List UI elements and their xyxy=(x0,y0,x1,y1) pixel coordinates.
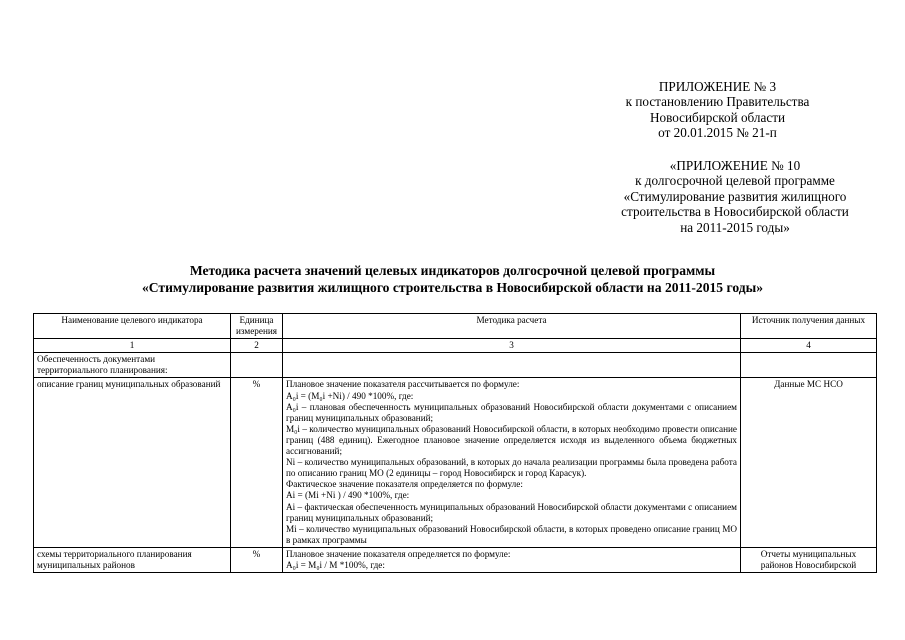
section-row xyxy=(34,353,877,378)
method-line: Плановое значение показателя рассчитывается по формуле: xyxy=(286,379,520,390)
column-number: 3 xyxy=(283,339,741,353)
source-cell: Отчеты муниципальных районов Новосибирской xyxy=(741,547,877,572)
appendix-line: от 20.01.2015 № 21-п xyxy=(658,125,777,141)
unit-cell: % xyxy=(231,547,283,572)
empty-cell xyxy=(741,353,877,378)
empty-cell xyxy=(231,353,283,378)
formula-line: Ai = (Mi +Ni ) / 490 *100%, где: xyxy=(286,490,410,501)
appendix-line: на 2011-2015 годы» xyxy=(680,219,790,235)
appendix-line: ПРИЛОЖЕНИЕ № 3 xyxy=(658,79,777,94)
column-number: 2 xyxy=(231,339,283,353)
table-row xyxy=(34,547,877,572)
method-line: A₀i – плановая обеспеченность муниципальных образований Новосибирской области документами с описанием границ муниципальных образований; xyxy=(286,401,737,423)
indicator-name: описание границ муниципальных образований xyxy=(34,378,231,547)
program-appendix-header xyxy=(590,158,880,235)
section-title: Обеспеченность документами территориального планирования: xyxy=(34,353,231,378)
header-indicator-name: Наименование целевого индикатора xyxy=(34,314,231,339)
appendix-line: «Стимулирование развития жилищного xyxy=(623,188,847,204)
appendix-line: к постановлению Правительства xyxy=(625,94,810,110)
appendix-header xyxy=(600,79,835,141)
method-line: Mi – количество муниципальных образований Новосибирской области, в которых проведено описание границ МО в рамках программы xyxy=(286,523,737,545)
title-line: «Стимулирование развития жилищного строительства в Новосибирской области на 2011-2015 годы» xyxy=(141,280,764,295)
method-line: Ai – фактическая обеспеченность муниципальных образований Новосибирской области документами с описанием границ муниципальных образований; xyxy=(286,501,737,523)
appendix-line: «ПРИЛОЖЕНИЕ № 10 xyxy=(669,158,801,173)
header-source: Источник получения данных xyxy=(741,314,877,339)
indicator-name: схемы территориального планирования муниципальных районов xyxy=(34,547,231,572)
document-title xyxy=(60,262,845,296)
formula-line: A₀i = (M₀i +Ni) / 490 *100%, где: xyxy=(286,390,414,401)
table-row xyxy=(34,378,877,547)
empty-cell xyxy=(283,353,741,378)
method-line: Ni – количество муниципальных образований, в которых до начала реализации программы была проведена работа по описанию границ МО (2 единицы – город Новосибирск и город Карасук). xyxy=(286,457,737,479)
method-line: M₀i – количество муниципальных образований Новосибирской области, в которых необходимо провести описание границ (488 единиц). Ежегодное плановое значение определяется исходя из выделенного объема бюджетных ассигнований; xyxy=(286,423,737,457)
method-cell xyxy=(283,378,741,547)
header-unit: Единица измерения xyxy=(231,314,283,339)
column-number: 1 xyxy=(34,339,231,353)
header-method: Методика расчета xyxy=(283,314,741,339)
title-line: Методика расчета значений целевых индикаторов долгосрочной целевой программы xyxy=(189,263,716,278)
appendix-line: Новосибирской области xyxy=(649,109,786,125)
appendix-line: к долгосрочной целевой программе xyxy=(635,173,835,189)
column-number: 4 xyxy=(741,339,877,353)
appendix-line: строительства в Новосибирской области xyxy=(621,204,849,220)
column-number-row xyxy=(34,339,877,353)
unit-cell: % xyxy=(231,378,283,547)
table-header-row xyxy=(34,314,877,339)
source-cell: Данные МС НСО xyxy=(741,378,877,547)
formula-line: A₀i = M₀i / M *100%, где: xyxy=(286,559,385,570)
indicators-table xyxy=(33,313,877,573)
method-cell xyxy=(283,547,741,572)
method-line: Плановое значение показателя определяется по формуле: xyxy=(286,548,511,559)
method-line: Фактическое значение показателя определяется по формуле: xyxy=(286,479,523,490)
